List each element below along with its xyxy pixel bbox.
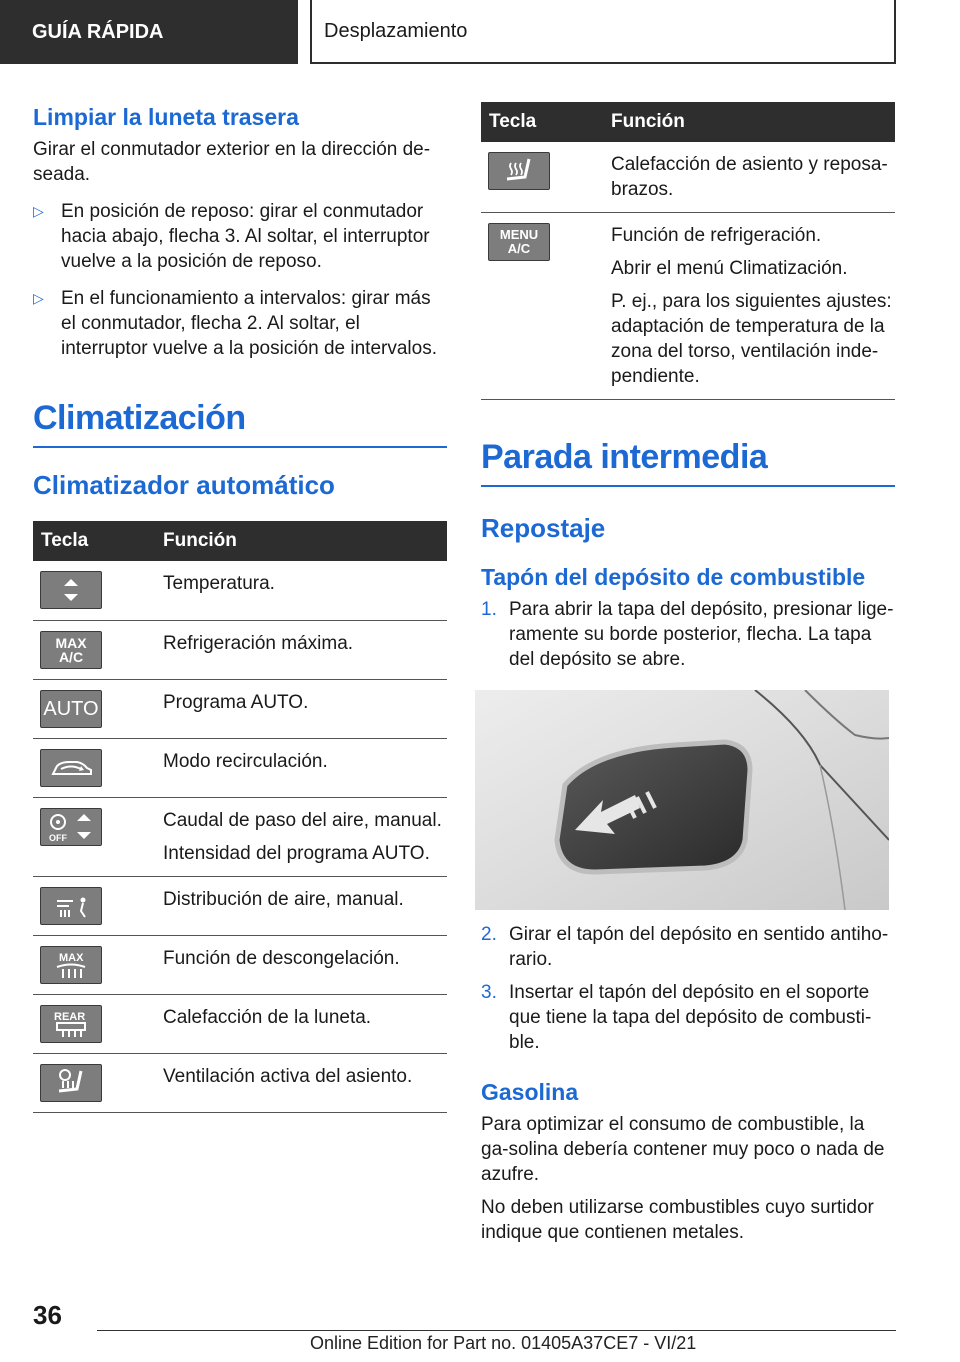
table-row: MAX A/C Refrigeración máxima. xyxy=(33,620,447,679)
menu-ac-icon: MENU A/C xyxy=(488,223,550,261)
max-defrost-icon xyxy=(40,946,102,984)
step-item: 2. Girar el tapón del depósito en sentido antiho-rario. xyxy=(481,924,889,970)
left-column xyxy=(33,100,447,1113)
step-item: 3. Insertar el tapón del depósito en el soporte que tiene la tapa del depósito de combusti-ble. xyxy=(481,982,872,1053)
table-row: Ventilación activa del asiento. xyxy=(33,1053,447,1112)
climate-key-table xyxy=(33,521,447,1113)
edition-text: Online Edition for Part no. 01405A37CE7 - VI/21 xyxy=(310,1333,697,1353)
gasoline-paragraph: No deben utilizarse combustibles cuyo surtidor indique que contienen metales. xyxy=(481,1197,874,1243)
auto-icon: AUTO xyxy=(40,690,102,728)
max-ac-icon: MAX A/C xyxy=(40,631,102,669)
climate-key-table-continued xyxy=(481,102,895,400)
table-row: Temperatura. xyxy=(33,561,447,620)
svg-text:REAR: REAR xyxy=(54,1010,86,1023)
page-header xyxy=(0,0,896,64)
fan-off-icon xyxy=(40,808,102,846)
rear-defrost-icon xyxy=(40,1005,102,1043)
air-distribution-icon xyxy=(40,887,102,925)
table-row: Distribución de aire, manual. xyxy=(33,876,447,935)
col-header-key: Tecla xyxy=(481,102,611,142)
table-row: REAR Calefacción de la luneta. xyxy=(33,994,447,1053)
table-row: Calefacción de asiento y reposa-brazos. xyxy=(481,142,895,213)
triangle-bullet-icon: ▷ xyxy=(33,203,44,219)
chapter-title: Desplazamiento xyxy=(310,0,896,64)
fuel-flap-image xyxy=(475,690,889,910)
climate-subheading: Climatizador automático xyxy=(33,470,335,500)
svg-text:MAX: MAX xyxy=(59,951,84,964)
table-row: MAX Función de descongelación. xyxy=(33,935,447,994)
table-row: OFF Caudal de paso del aire, manual. Intensidad del programa AUTO. xyxy=(33,797,447,876)
temperature-arrows-icon xyxy=(40,571,102,609)
table-row: MENU A/C Función de refrigeración. Abrir el menú Climatización. P. ej., para los siguientes ajustes: adaptación de temperatura de la zona del torso, ventilación inde-pendiente. xyxy=(481,213,895,400)
rear-wiper-intro: Girar el conmutador exterior en la dirección de-seada. xyxy=(33,139,431,185)
col-header-key: Tecla xyxy=(33,521,163,561)
climate-heading: Climatización xyxy=(33,399,447,448)
right-column xyxy=(481,102,895,1245)
svg-text:OFF: OFF xyxy=(49,832,67,843)
bullet-item: ▷ En posición de reposo: girar el conmutador hacia abajo, flecha 3. Al soltar, el interruptor vuelve a la posición de reposo. xyxy=(33,201,430,272)
seat-heating-icon xyxy=(488,152,550,190)
recirculation-icon xyxy=(40,749,102,787)
col-header-function: Función xyxy=(611,102,895,142)
gasoline-paragraph: Para optimizar el consumo de combustible, la ga-solina debería contener muy poco o nada de azufre. xyxy=(481,1114,885,1185)
stop-heading: Parada intermedia xyxy=(481,438,895,487)
page-number: 36 xyxy=(33,1300,62,1330)
table-row: Modo recirculación. xyxy=(33,738,447,797)
step-item: 1. Para abrir la tapa del depósito, presionar lige-ramente su borde posterior, flecha. La tapa del depósito se abre. xyxy=(481,599,894,670)
col-header-function: Función xyxy=(163,521,447,561)
table-row: AUTO Programa AUTO. xyxy=(33,679,447,738)
section-tab: GUÍA RÁPIDA xyxy=(0,0,298,64)
seat-ventilation-icon xyxy=(40,1064,102,1102)
footer-divider xyxy=(97,1330,896,1331)
rear-wiper-heading: Limpiar la luneta trasera xyxy=(33,104,299,130)
refuel-heading: Repostaje xyxy=(481,513,606,543)
fuel-cap-heading: Tapón del depósito de combustible xyxy=(481,564,866,590)
bullet-item: ▷ En el funcionamiento a intervalos: girar más el conmutador, flecha 2. Al soltar, el interruptor vuelve a la posición de intervalos. xyxy=(33,288,437,359)
gasoline-heading: Gasolina xyxy=(481,1079,579,1105)
triangle-bullet-icon: ▷ xyxy=(33,290,44,306)
